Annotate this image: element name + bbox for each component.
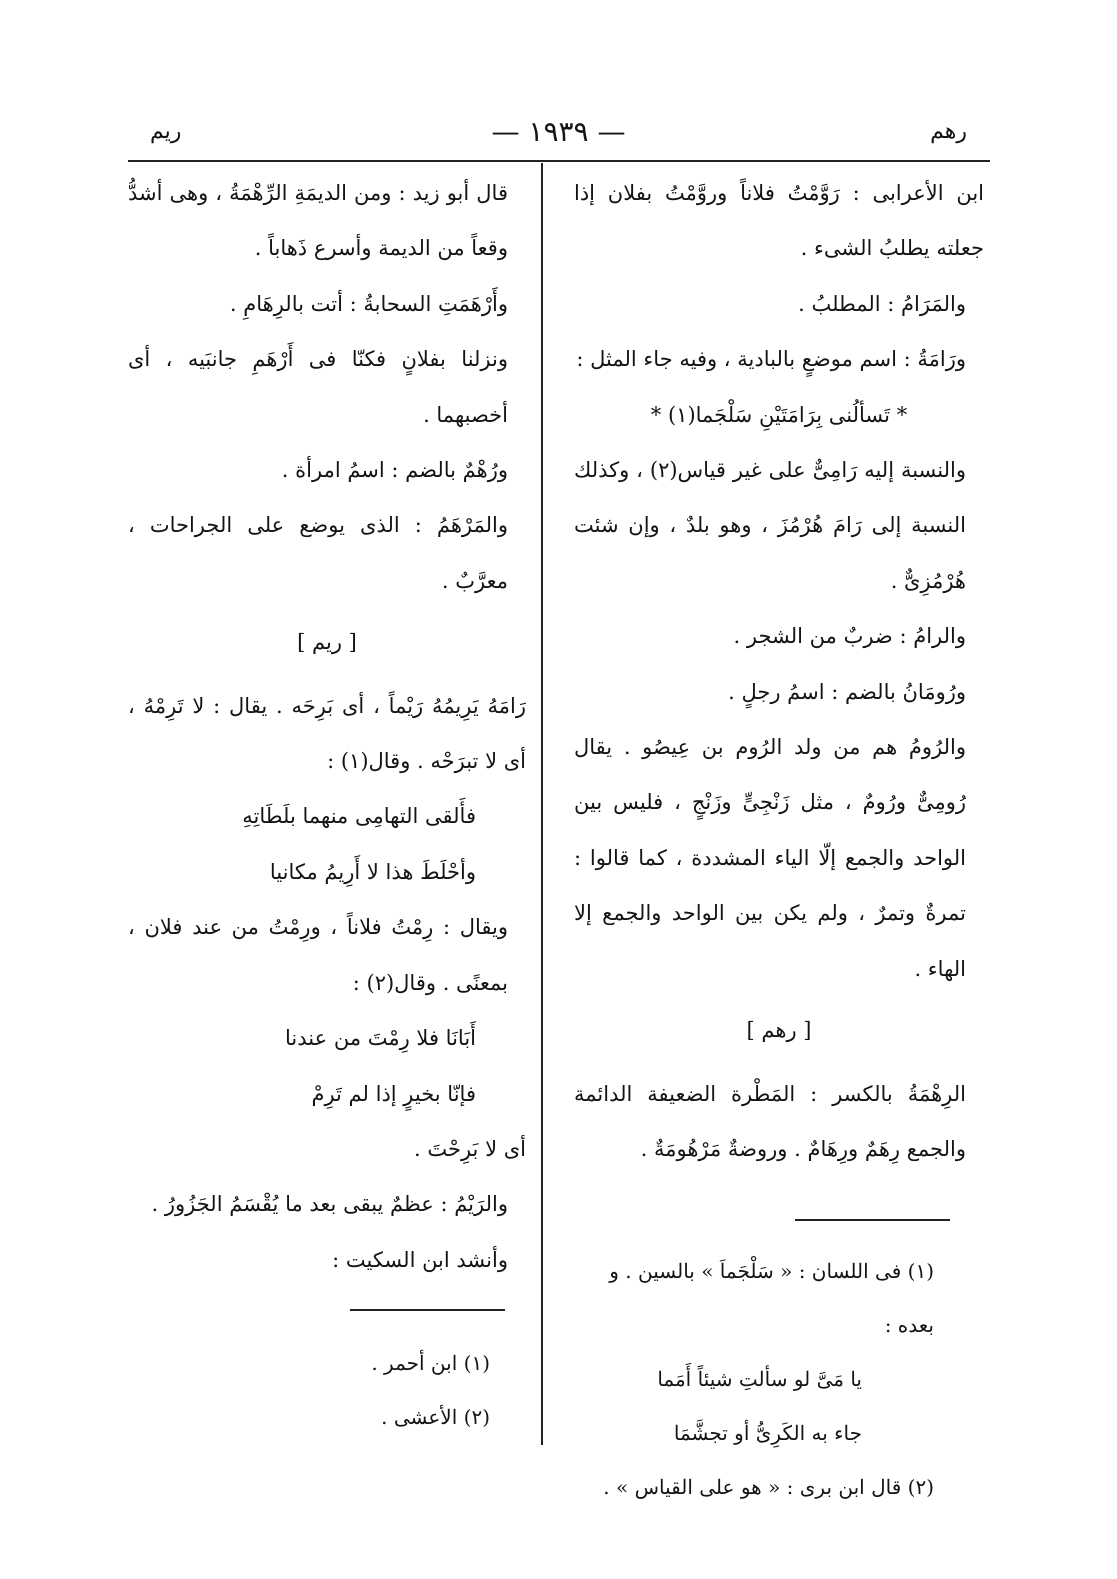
entry-paragraph: رَامَهُ يَرِيمُهُ رَيْماً ، أى بَرِحَه . يقال : لا تَرِمْهُ ، أى لا تبرَحْه . وقال(١) : bbox=[128, 693, 526, 774]
entry-paragraph: الرِهْمَةُ بالكسر : المَطْرة الضعيفة الدائمة والجمع رِهَمٌ ورِهَامٌ . وروضةٌ مَرْهُومَةٌ . bbox=[574, 1081, 966, 1161]
footnote-rule-left bbox=[350, 1309, 505, 1311]
footnote-rule-right bbox=[795, 1219, 950, 1221]
verse-line: أَبَانَا فلا رِمْتَ من عندنا bbox=[285, 1026, 476, 1051]
entry-paragraph: ويقال : رِمْتُ فلاناً ، ورِمْتُ من عند فلان ، بمعنًى . وقال(٢) : bbox=[128, 915, 508, 995]
entry-paragraph: وأنشد ابن السكيت : bbox=[332, 1247, 508, 1272]
section-heading: [ رهم ] bbox=[746, 1018, 812, 1043]
footnotes-left bbox=[128, 1336, 490, 1444]
footnote-verse: جاء به الكَرِىُّ أو تجشَّمَا bbox=[673, 1421, 862, 1445]
footnote-verse: يا مَىَّ لو سألتِ شيئاً أَمَما bbox=[657, 1367, 862, 1391]
entry-paragraph: والنسبة إليه رَامِىٌّ على غير قياس(٢) ، وكذلك النسبة إلى رَامَ هُرْمُزَ ، وهو بلدٌ ، وإن شئت هُرْمُزِىٌّ . bbox=[574, 458, 966, 593]
footnote: (١) فى اللسان : « سَلْجَماَ » بالسين . و بعده : bbox=[609, 1259, 934, 1337]
entry-paragraph: ورَامَةُ : اسم موضعٍ بالبادية ، وفيه جاء المثل : bbox=[576, 347, 966, 372]
footnote: (٢) الأعشى . bbox=[381, 1405, 490, 1429]
footnote: (١) ابن أحمر . bbox=[371, 1351, 490, 1375]
entry-paragraph: ورُهْمٌ بالضم : اسمُ امرأة . bbox=[281, 458, 508, 483]
header-root-keyword-right: رهم bbox=[930, 119, 967, 144]
verse-line: وأحْلَطَ هذا لا أَرِيمُ مكانيا bbox=[269, 859, 476, 884]
entry-paragraph: ابن الأعرابى : رَوَّمْتُ فلاناً وروَّمْتُ بفلان إذا جعلته يطلبُ الشىء . bbox=[574, 181, 984, 261]
header-rule bbox=[128, 160, 990, 162]
entry-paragraph: والرامُ : ضربٌ من الشجر . bbox=[733, 624, 966, 649]
footnotes-right bbox=[574, 1244, 934, 1514]
page-number: — ١٩٣٩ — bbox=[491, 115, 626, 148]
right-column bbox=[574, 166, 984, 1177]
verse-line: فإنّا بخيرٍ إذا لم تَرِمْ bbox=[311, 1081, 476, 1106]
entry-paragraph: والرَيْمُ : عظمٌ يبقى بعد ما يُقْسَمُ الجَزُورُ . bbox=[151, 1192, 508, 1217]
entry-paragraph: أى لا بَرِحْتَ . bbox=[414, 1136, 526, 1161]
footnote: (٢) قال ابن برى : « هو على القياس » . bbox=[603, 1475, 934, 1499]
left-column bbox=[128, 166, 526, 1288]
entry-paragraph: ورُومَانُ بالضم : اسمُ رجلٍ . bbox=[728, 679, 966, 704]
entry-paragraph: والمَرَامُ : المطلبُ . bbox=[798, 291, 966, 316]
entry-paragraph: قال أبو زيد : ومن الديمَةِ الرِّهْمَةُ ، وهى أشدُّ وقعاً من الديمة وأسرع ذَهاباً . bbox=[128, 181, 508, 261]
entry-paragraph: والمَرْهَمُ : الذى يوضع على الجراحات ، معرَّبٌ . bbox=[128, 513, 508, 593]
section-heading: [ ريم ] bbox=[297, 630, 357, 655]
header-root-keyword-left: ريم bbox=[150, 119, 182, 144]
entry-paragraph: ونزلنا بفلانٍ فكنّا فى أَرْهَمِ جانبَيه ، أى أخصبهما . bbox=[128, 347, 508, 427]
entry-paragraph: وأَرْهَمَتِ السحابةُ : أتت بالرِهَامِ . bbox=[229, 291, 508, 316]
entry-paragraph: والرُومُ هم من ولد الرُوم بن عِيصُو . يقال رُومِىٌّ ورُومٌ ، مثل زَنْجِىٍّ وزَنْجٍ ، فليس بين الواحد والجمع إلّا الياء المشددة ، كما قالوا : تمرةٌ وتمرٌ ، ولم يكن بين الواحد والجمع إلا الهاء . bbox=[574, 735, 966, 981]
column-divider bbox=[541, 163, 543, 1445]
verse-line: * تَسألُنى بِرَامَتَيْنِ سَلْجَما(١) * bbox=[650, 402, 908, 427]
verse-line: فأَلقى التهامِى منهما بلَطَاتِهِ bbox=[242, 804, 476, 829]
